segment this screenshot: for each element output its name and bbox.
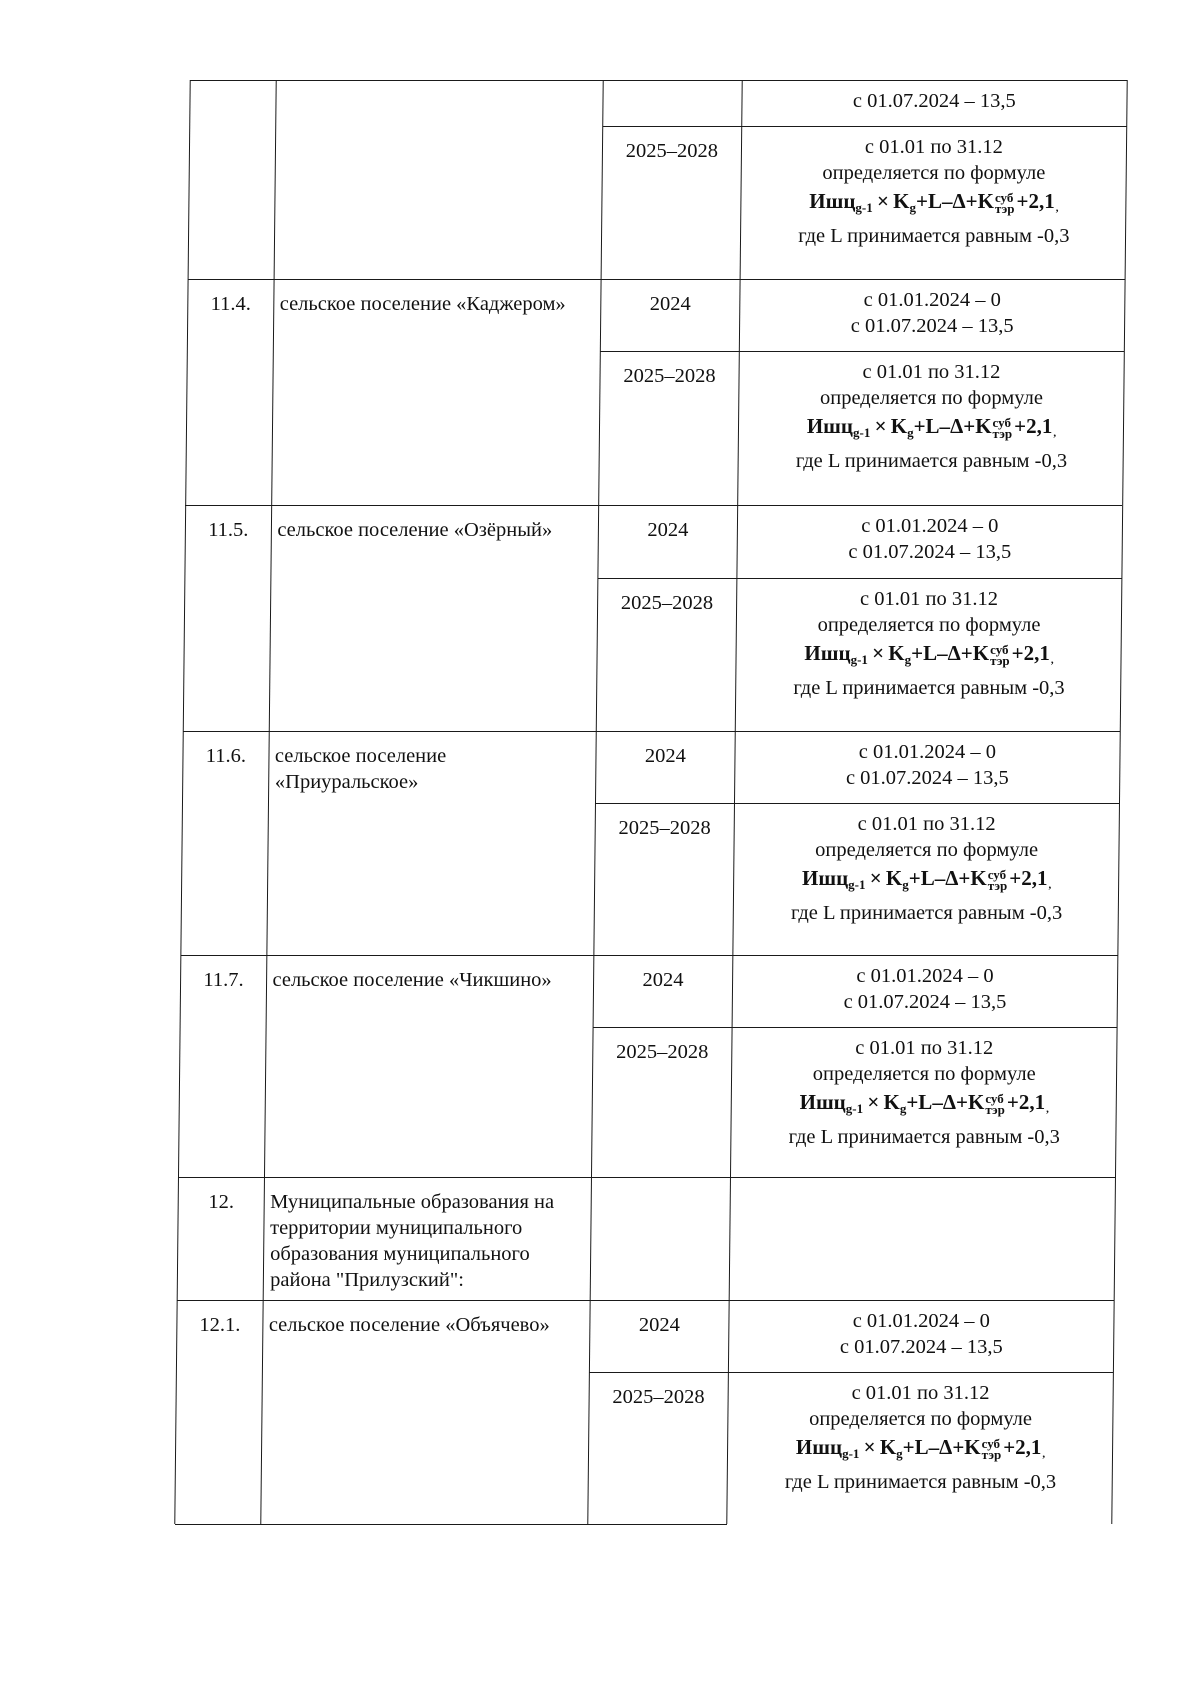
table-border-horizontal [598, 578, 1122, 579]
formula-k2: K [970, 866, 987, 890]
formula-times: × [872, 189, 894, 213]
formula-delta: Δ [942, 1090, 956, 1114]
formula-subscript: тэр [987, 878, 1008, 894]
formula-subscript: тэр [994, 201, 1015, 217]
rate-line: с 01.01 по 31.12 [860, 588, 998, 610]
formula-tail: +2,1 [1009, 866, 1048, 890]
rate-value [733, 963, 1118, 1015]
formula-base: Ишц [799, 1090, 846, 1114]
formula-supsub [994, 190, 1015, 217]
rate-value [735, 739, 1120, 791]
rate-value [740, 287, 1125, 339]
formula-times: × [865, 866, 886, 890]
formula-k: K [883, 1090, 900, 1114]
formula-plus-l: +L– [913, 414, 951, 438]
rate-note: где L принимается равным -0,3 [793, 677, 1065, 699]
settlement-name: Муниципальные образования на территории муниципального образования муниципального района "Прилузский": [270, 1191, 555, 1291]
formula-plus-l: +L– [915, 189, 953, 213]
period-year: 2024 [647, 519, 689, 541]
formula-delta: Δ [945, 866, 959, 890]
period-year: 2025–2028 [612, 1386, 705, 1408]
formula-tail: +2,1 [1003, 1435, 1042, 1459]
formula-times: × [859, 1435, 880, 1459]
formula-superscript: суб [981, 1436, 1001, 1452]
formula-comma: , [1053, 427, 1057, 439]
formula-subscript: тэр [992, 426, 1013, 442]
formula-subscript: g-1 [855, 200, 873, 215]
formula-comma: , [1050, 654, 1054, 666]
formula-subscript: g [904, 652, 912, 667]
rate-line: с 01.01 по 31.12 [855, 1037, 994, 1059]
period-year: 2025–2028 [625, 140, 718, 162]
table-border-horizontal [183, 731, 1120, 732]
formula-k2: K [977, 189, 994, 213]
formula-subscript: g-1 [845, 1101, 864, 1116]
formula-plus: + [952, 1435, 965, 1459]
row-number: 11.5. [208, 519, 249, 541]
formula [732, 1087, 1117, 1124]
formula-delta: Δ [939, 1435, 953, 1459]
formula-subscript: g [899, 1101, 907, 1116]
formula-superscript: суб [985, 1091, 1004, 1107]
rate-line: с 01.01.2024 – 0 [863, 289, 1001, 311]
rate-value [728, 1380, 1113, 1495]
formula-plus: + [956, 1090, 968, 1114]
formula-tail: +2,1 [1006, 1090, 1046, 1114]
table-border-horizontal [600, 351, 1124, 352]
period-year: 2025–2028 [623, 365, 716, 387]
formula-plus: + [965, 189, 978, 213]
row-number: 11.6. [205, 745, 247, 767]
period-year: 2025–2028 [620, 592, 714, 614]
rate-line: определяется по формуле [822, 162, 1046, 184]
table-border-horizontal [177, 1300, 1114, 1301]
rate-value [739, 359, 1124, 474]
period-year: 2024 [638, 1314, 680, 1336]
period-year: 2025–2028 [616, 1041, 709, 1063]
rate-line: с 01.01.2024 – 0 [858, 741, 996, 763]
formula-comma: , [1055, 202, 1059, 214]
formula-k: K [885, 866, 903, 890]
formula-k: K [879, 1435, 897, 1459]
formula-k: K [890, 414, 908, 438]
formula-k: K [888, 641, 905, 665]
formula-plus-l: +L– [908, 866, 946, 890]
formula-comma: , [1048, 879, 1052, 891]
formula-base: Ишц [795, 1435, 843, 1459]
formula-plus: + [958, 866, 971, 890]
formula-plus-l: +L– [902, 1435, 940, 1459]
formula-plus-l: +L– [906, 1090, 943, 1114]
row-number: 12.1. [199, 1314, 241, 1336]
rate-value [737, 586, 1122, 701]
settlement-name: сельское поселение «Приуральское» [274, 745, 447, 793]
formula-k2: K [967, 1090, 985, 1114]
settlement-name: сельское поселение «Объячево» [268, 1314, 550, 1336]
table-border-horizontal [181, 955, 1118, 956]
formula-subscript: тэр [990, 653, 1010, 669]
formula-k2: K [975, 414, 992, 438]
formula-comma: , [1046, 1103, 1049, 1115]
row-number: 11.7. [203, 969, 244, 991]
rate-line: определяется по формуле [817, 614, 1041, 636]
formula-superscript: суб [987, 867, 1007, 883]
formula-subscript: g-1 [848, 877, 866, 892]
formula-tail: +2,1 [1014, 414, 1053, 438]
formula-superscript: суб [990, 642, 1009, 658]
rate-value [741, 134, 1126, 249]
formula [737, 638, 1122, 675]
formula-times: × [867, 641, 889, 665]
formula-delta: Δ [947, 641, 961, 665]
rate-line: с 01.01.2024 – 0 [856, 965, 994, 987]
formula-base: Ишц [802, 866, 849, 890]
formula-superscript: суб [994, 190, 1014, 206]
rate-note: где L принимается равным -0,3 [795, 450, 1068, 472]
formula-subscript: g [902, 877, 909, 892]
formula-subscript: тэр [985, 1102, 1005, 1118]
formula-times: × [863, 1090, 884, 1114]
formula-subscript: g-1 [850, 652, 868, 667]
formula-subscript: g [907, 425, 914, 440]
settlement-name: сельское поселение «Каджером» [279, 293, 566, 315]
formula-base: Ишц [804, 641, 851, 665]
rate-value [734, 811, 1119, 926]
rate-note: где L принимается равным -0,3 [798, 225, 1070, 247]
rate-value [737, 513, 1122, 565]
table-border-horizontal [190, 80, 1127, 81]
formula-superscript: суб [992, 415, 1011, 431]
formula-plus-l: +L– [911, 641, 948, 665]
rate-note: где L принимается равным -0,3 [784, 1471, 1057, 1493]
rate-line: с 01.01.2024 – 0 [861, 515, 999, 537]
period-year: 2024 [649, 293, 691, 315]
formula-supsub [987, 867, 1008, 894]
formula-k: K [893, 189, 910, 213]
formula-tail: +2,1 [1016, 189, 1055, 213]
formula-subscript: g-1 [842, 1446, 860, 1461]
rate-note: где L принимается равным -0,3 [788, 1126, 1060, 1148]
table-border-horizontal [185, 505, 1122, 506]
formula-delta: Δ [952, 189, 966, 213]
rate-line: с 01.07.2024 – 13,5 [850, 315, 1014, 337]
rate-line: определяется по формуле [812, 1063, 1036, 1085]
settlement-name: сельское поселение «Чикшино» [272, 969, 552, 991]
formula-times: × [870, 414, 891, 438]
formula-supsub [992, 415, 1013, 442]
formula-comma: , [1042, 1448, 1046, 1460]
table-border-horizontal [595, 803, 1119, 804]
rate-line: с 01.07.2024 – 13,5 [845, 767, 1009, 789]
rate-line: с 01.07.2024 – 13,5 [848, 541, 1012, 563]
rate-line: с 01.07.2024 – 13,5 [843, 991, 1007, 1013]
rate-line: определяется по формуле [815, 839, 1039, 861]
period-year: 2024 [642, 969, 684, 991]
rate-line: с 01.01.2024 – 0 [852, 1310, 990, 1332]
formula-subscript: g-1 [853, 425, 871, 440]
table-border-horizontal [188, 279, 1125, 280]
rate-line: с 01.01 по 31.12 [862, 361, 1001, 383]
formula-plus: + [963, 414, 976, 438]
formula-k2: K [972, 641, 990, 665]
formula [739, 411, 1124, 448]
rate-line: с 01.07.2024 – 13,5 [852, 90, 1016, 112]
formula-subscript: g [909, 200, 916, 215]
formula [741, 186, 1126, 223]
formula-subscript: тэр [981, 1447, 1002, 1463]
rate-line: с 01.01 по 31.12 [851, 1382, 990, 1404]
table-border-horizontal [589, 1372, 1113, 1373]
row-number: 11.4. [210, 293, 251, 315]
table-border-horizontal [178, 1177, 1115, 1178]
period-year: 2024 [644, 745, 686, 767]
rate-line: определяется по формуле [820, 387, 1043, 409]
rate-value [732, 1035, 1117, 1150]
table-border-horizontal [593, 1027, 1117, 1028]
row-number: 12. [208, 1191, 234, 1213]
formula [728, 1432, 1113, 1469]
rate-line: определяется по формуле [809, 1408, 1032, 1430]
rate-line: с 01.07.2024 – 13,5 [839, 1336, 1003, 1358]
formula-base: Ишц [809, 189, 856, 213]
table-border-horizontal [175, 1524, 727, 1525]
formula-supsub [985, 1091, 1005, 1118]
rate-value [742, 88, 1127, 114]
formula-subscript: g [896, 1446, 903, 1461]
formula [734, 863, 1119, 900]
table-border-horizontal [603, 126, 1127, 127]
rate-note: где L принимается равным -0,3 [790, 902, 1063, 924]
formula-supsub [981, 1436, 1002, 1463]
period-year: 2025–2028 [618, 817, 711, 839]
formula-supsub [990, 642, 1010, 669]
formula-plus: + [960, 641, 973, 665]
rate-line: с 01.01 по 31.12 [864, 136, 1003, 158]
settlement-name: сельское поселение «Озёрный» [277, 519, 553, 541]
formula-k2: K [964, 1435, 981, 1459]
formula-tail: +2,1 [1011, 641, 1050, 665]
formula-base: Ишц [806, 414, 854, 438]
formula-delta: Δ [950, 414, 964, 438]
rate-line: с 01.01 по 31.12 [857, 813, 996, 835]
rate-value [729, 1308, 1114, 1360]
